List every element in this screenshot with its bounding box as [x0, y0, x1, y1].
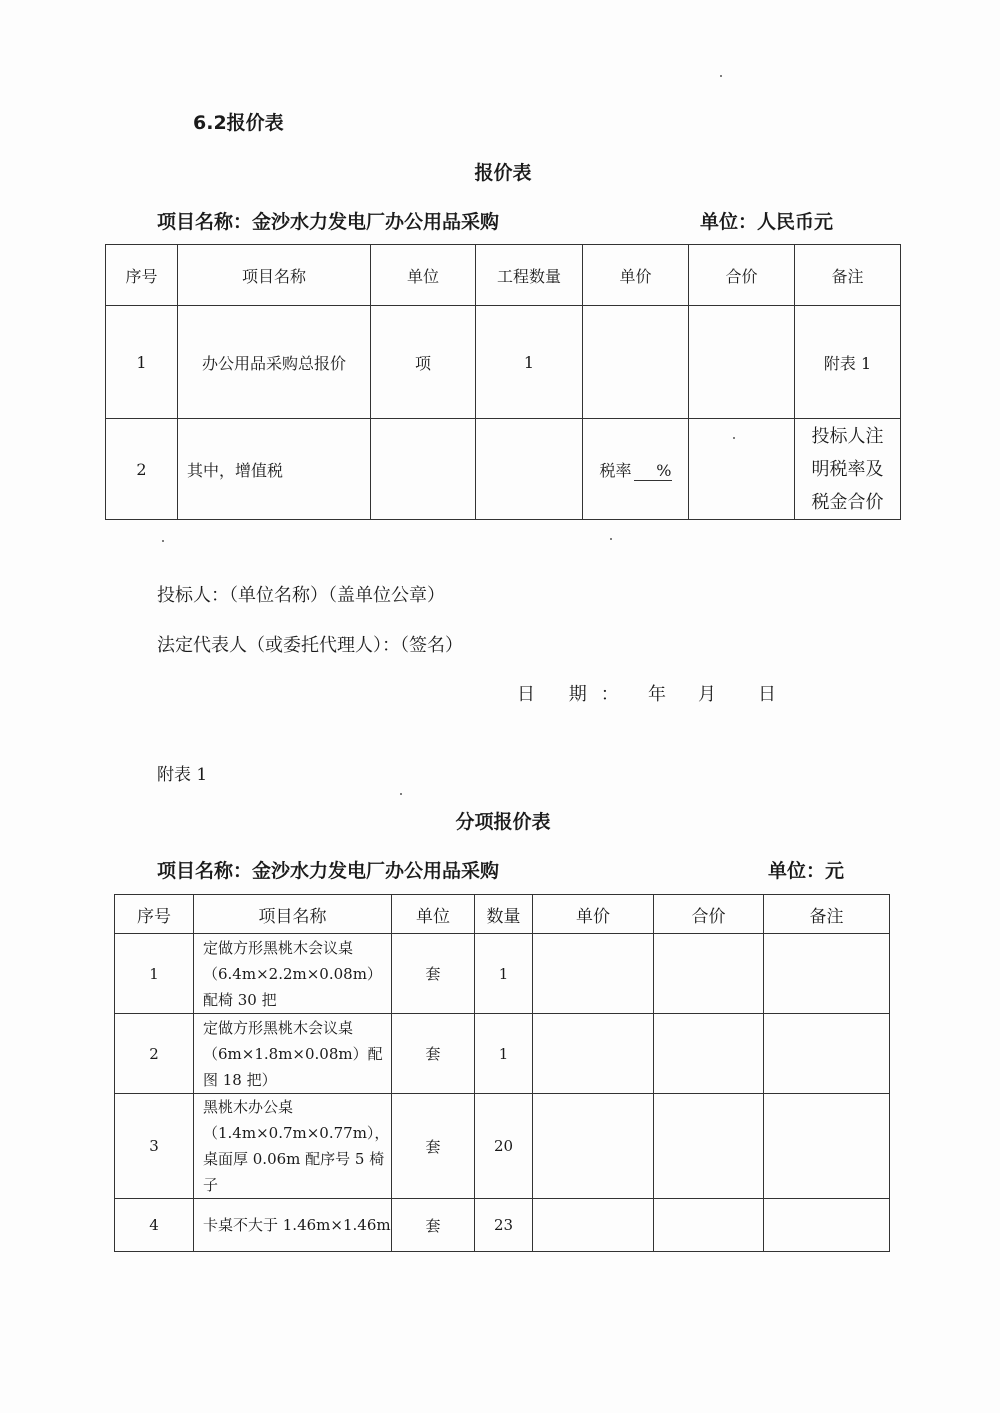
- representative-signature-line: 法定代表人（或委托代理人）：（签名）: [157, 635, 463, 656]
- date-month: 月: [698, 684, 716, 705]
- item-name: 定做方形黑桃木会议桌（6.4m×2.2m×0.08m）配椅 30 把: [194, 934, 392, 1014]
- total-price-cell[interactable]: [689, 306, 795, 419]
- tax-rate-blank[interactable]: %: [634, 461, 672, 481]
- item-remark: 附表 1: [795, 306, 901, 419]
- item-name: 办公用品采购总报价: [178, 306, 371, 419]
- attachment-label: 附表 1: [157, 765, 208, 785]
- item-unit: 项: [371, 306, 476, 419]
- quote-project-name: 项目名称：金沙水力发电厂办公用品采购: [157, 211, 500, 233]
- item-name: 黑桃木办公桌（1.4m×0.7m×0.77m），桌面厚 0.06m 配序号 5 椅子: [194, 1094, 392, 1199]
- table-header-row: [115, 895, 890, 934]
- item-quantity: [476, 419, 583, 520]
- header-cell: 项目名称: [178, 245, 371, 306]
- header-cell: 单位: [392, 895, 475, 934]
- bidder-signature-line: 投标人：（单位名称）（盖单位公章）: [157, 585, 445, 606]
- quote-table-title: 报价表: [474, 162, 532, 184]
- item-unit: [371, 419, 476, 520]
- table-row: [106, 306, 901, 419]
- table-header-row: [106, 245, 901, 306]
- item-unit: 套: [392, 1199, 475, 1252]
- item-name: 其中，增值税: [178, 419, 371, 520]
- header-cell: 序号: [115, 895, 194, 934]
- table-row: [115, 1199, 890, 1252]
- table-row: [115, 934, 890, 1014]
- header-cell: 合价: [689, 245, 795, 306]
- tax-rate-label: 税率: [599, 460, 632, 480]
- remark-cell[interactable]: [764, 1014, 890, 1094]
- row-number: 1: [106, 306, 178, 419]
- item-unit: 套: [392, 1094, 475, 1199]
- quote-table: [105, 244, 901, 520]
- total-price-cell[interactable]: [689, 419, 795, 520]
- row-number: 3: [115, 1094, 194, 1199]
- date-day: 日: [758, 684, 776, 705]
- remark-cell[interactable]: [764, 1199, 890, 1252]
- remark-text: 投标人注 明税率及 税金合价: [811, 425, 884, 513]
- unit-price-cell[interactable]: [533, 934, 654, 1014]
- header-cell: 单价: [583, 245, 689, 306]
- item-unit: 套: [392, 1014, 475, 1094]
- row-number: 1: [115, 934, 194, 1014]
- item-quantity: 1: [475, 934, 533, 1014]
- quote-currency-unit: 单位：人民币元: [700, 211, 834, 233]
- unit-price-cell[interactable]: [583, 306, 689, 419]
- unit-price-cell[interactable]: [533, 1199, 654, 1252]
- total-price-cell[interactable]: [654, 934, 764, 1014]
- item-quantity: 20: [475, 1094, 533, 1199]
- total-price-cell[interactable]: [654, 1094, 764, 1199]
- tax-rate-cell[interactable]: [583, 419, 689, 520]
- date-year: 年: [648, 684, 666, 705]
- header-cell: 数量: [475, 895, 533, 934]
- itemized-currency-unit: 单位：元: [768, 860, 845, 882]
- table-row: [115, 1094, 890, 1199]
- table-row: [106, 419, 901, 520]
- header-cell: 备注: [795, 245, 901, 306]
- header-cell: 项目名称: [194, 895, 392, 934]
- header-cell: 单价: [533, 895, 654, 934]
- total-price-cell[interactable]: [654, 1199, 764, 1252]
- unit-price-cell[interactable]: [533, 1014, 654, 1094]
- scan-speck: [400, 793, 402, 795]
- row-number: 4: [115, 1199, 194, 1252]
- row-number: 2: [115, 1014, 194, 1094]
- item-name: 定做方形黑桃木会议桌（6m×1.8m×0.08m）配图 18 把）: [194, 1014, 392, 1094]
- scan-speck: [162, 540, 164, 542]
- item-remark: [795, 419, 901, 520]
- header-cell: 工程数量: [476, 245, 583, 306]
- table-row: [115, 1014, 890, 1094]
- item-quantity: 1: [476, 306, 583, 419]
- item-quantity: 1: [475, 1014, 533, 1094]
- itemized-project-name: 项目名称：金沙水力发电厂办公用品采购: [157, 860, 500, 882]
- total-price-cell[interactable]: [654, 1014, 764, 1094]
- scan-speck: [720, 75, 722, 77]
- scan-speck: [733, 437, 735, 439]
- date-label: 日 期：: [517, 684, 633, 705]
- section-heading: 6.2报价表: [193, 112, 284, 134]
- remark-cell[interactable]: [764, 1094, 890, 1199]
- item-quantity: 23: [475, 1199, 533, 1252]
- row-number: 2: [106, 419, 178, 520]
- header-cell: 单位: [371, 245, 476, 306]
- scan-speck: [610, 538, 612, 540]
- item-unit: 套: [392, 934, 475, 1014]
- itemized-table-title: 分项报价表: [455, 811, 551, 833]
- unit-price-cell[interactable]: [533, 1094, 654, 1199]
- remark-cell[interactable]: [764, 934, 890, 1014]
- itemized-quote-table: [114, 894, 890, 1252]
- header-cell: 合价: [654, 895, 764, 934]
- item-name: 卡桌不大于 1.46m×1.46m: [194, 1199, 392, 1252]
- header-cell: 备注: [764, 895, 890, 934]
- header-cell: 序号: [106, 245, 178, 306]
